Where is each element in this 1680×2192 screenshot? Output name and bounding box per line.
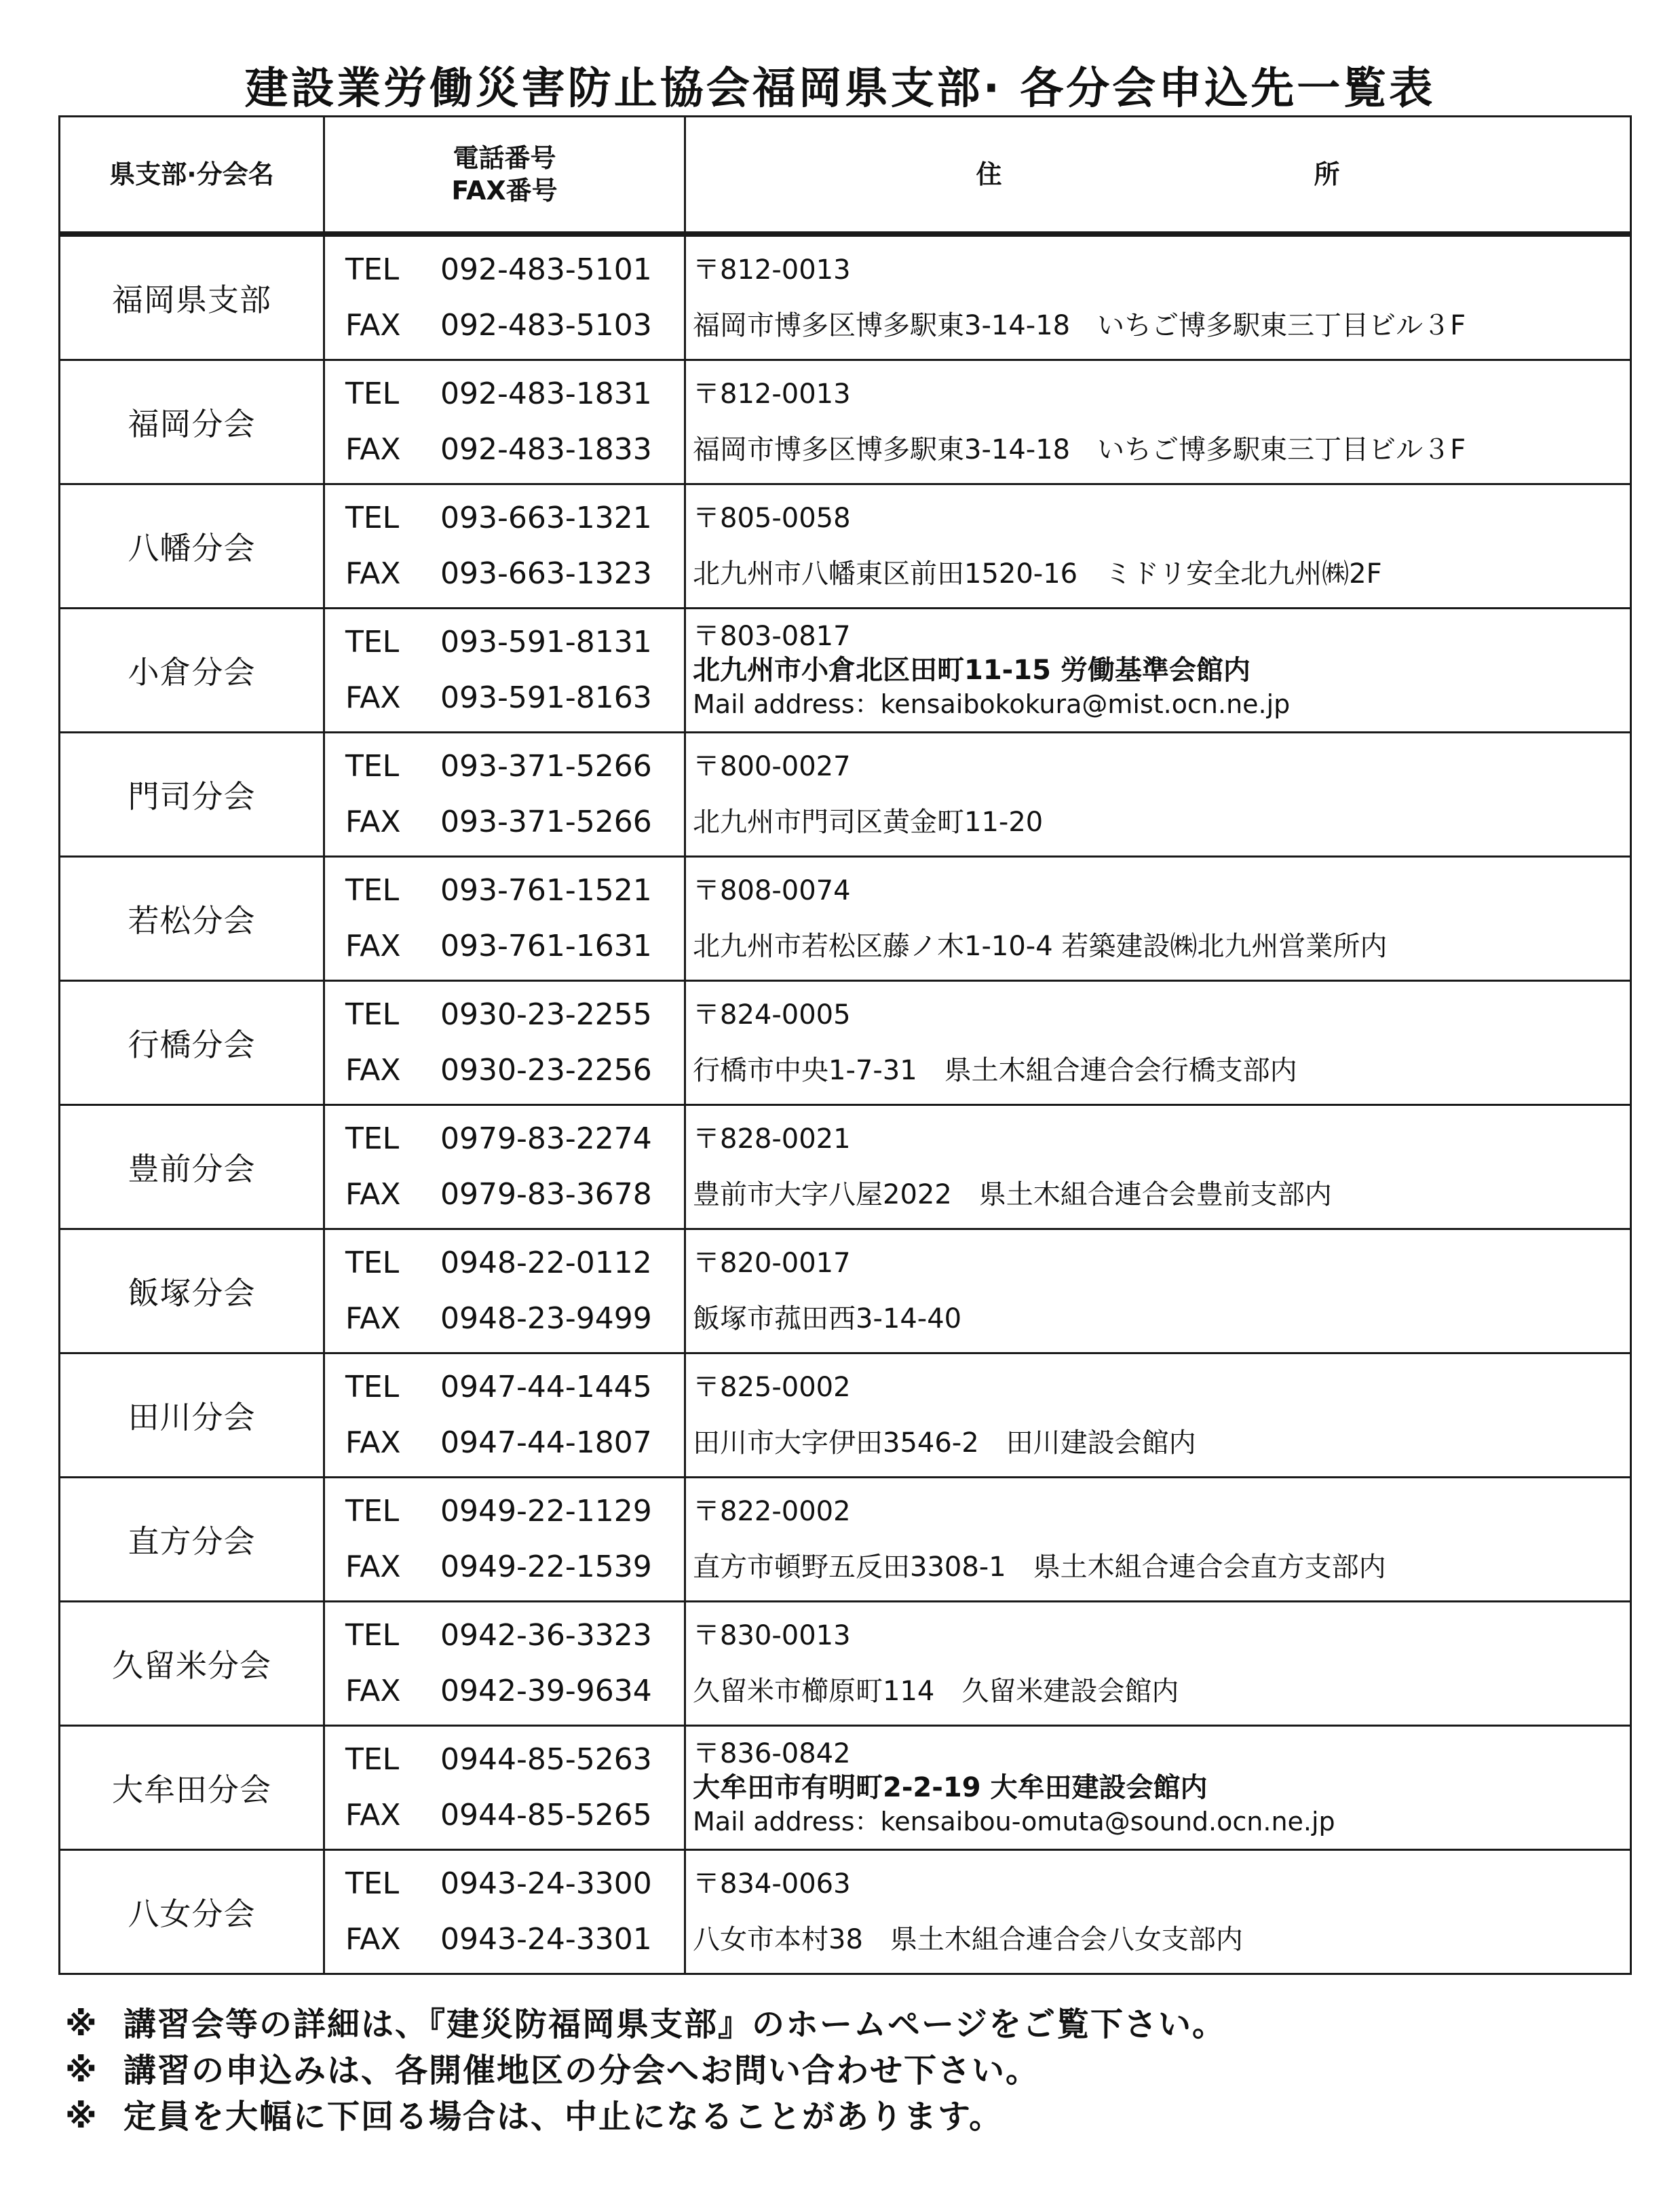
- fax-label: FAX: [345, 1425, 401, 1460]
- address-cell: [685, 733, 1631, 857]
- address-cell: [685, 981, 1631, 1105]
- branch-name: 久留米分会: [60, 1602, 324, 1726]
- tel-line: [345, 242, 684, 298]
- postal-code: 〒812-0013: [693, 254, 851, 286]
- branch-name: 福岡県支部: [60, 234, 324, 360]
- fax-label: FAX: [345, 556, 401, 591]
- street-address: 福岡市博多区博多駅東3-14-18 いちご博多駅東三丁目ビル３F: [693, 434, 1466, 465]
- note-text: 定員を大幅に下回る場合は、中止になることがあります。: [123, 2098, 1004, 2136]
- address-cell: [685, 1602, 1631, 1726]
- header-phone-line2: FAX番号: [451, 176, 558, 206]
- branch-name: 飯塚分会: [60, 1229, 324, 1353]
- tel-number: 093-663-1321: [440, 501, 652, 535]
- table-row: [60, 1850, 1631, 1974]
- table-row: [60, 1726, 1631, 1850]
- tel-label: TEL: [345, 252, 400, 287]
- fax-number: 093-371-5266: [440, 805, 652, 839]
- tel-number: 0949-22-1129: [440, 1494, 652, 1528]
- tel-line: [345, 1732, 684, 1788]
- fax-line: [345, 1043, 684, 1098]
- header-branch: 県支部·分会名: [60, 117, 324, 235]
- mail-address: Mail address：kensaibou-omuta@sound.ocn.ne.jp: [693, 1807, 1335, 1837]
- tel-label: TEL: [345, 1121, 400, 1156]
- branch-name: 福岡分会: [60, 360, 324, 484]
- branch-name: 大牟田分会: [60, 1726, 324, 1850]
- street-address: 田川市大字伊田3546-2 田川建設会館内: [693, 1427, 1196, 1459]
- fax-number: 0948-23-9499: [440, 1301, 652, 1336]
- fax-number: 093-663-1323: [440, 556, 652, 591]
- tel-line: [345, 615, 684, 670]
- tel-number: 0943-24-3300: [440, 1866, 652, 1901]
- address-cell: [685, 1105, 1631, 1229]
- fax-number: 0944-85-5265: [440, 1798, 652, 1832]
- tel-number: 092-483-1831: [440, 377, 652, 411]
- street-address: 北九州市門司区黄金町11-20: [693, 807, 1044, 838]
- tel-line: [345, 1360, 684, 1415]
- fax-line: [345, 1788, 684, 1843]
- header-address-right: 所: [1314, 159, 1340, 189]
- phone-cell: [324, 981, 685, 1105]
- fax-label: FAX: [345, 1798, 401, 1832]
- street-address: 北九州市若松区藤ノ木1-10-4 若築建設㈱北九州営業所内: [693, 931, 1388, 962]
- tel-label: TEL: [345, 873, 400, 908]
- street-address: 北九州市八幡東区前田1520-16 ミドリ安全北九州㈱2F: [693, 558, 1382, 590]
- fax-label: FAX: [345, 805, 401, 839]
- phone-cell: [324, 1726, 685, 1850]
- fax-number: 0949-22-1539: [440, 1550, 652, 1584]
- notes: [65, 2001, 1626, 2140]
- postal-code: 〒800-0027: [693, 751, 851, 782]
- note-line: [65, 2047, 1626, 2094]
- postal-code: 〒803-0817: [693, 621, 851, 652]
- tel-label: TEL: [345, 625, 400, 659]
- fax-line: [345, 1415, 684, 1471]
- fax-line: [345, 1912, 684, 1967]
- tel-label: TEL: [345, 1494, 400, 1528]
- street-address: 北九州市小倉北区田町11-15 労働基準会館内: [693, 655, 1251, 686]
- postal-code: 〒830-0013: [693, 1620, 851, 1651]
- tel-number: 0948-22-0112: [440, 1246, 652, 1280]
- table-row: [60, 1229, 1631, 1353]
- postal-code: 〒828-0021: [693, 1123, 851, 1155]
- page-title: 建設業労働災害防止協会福岡県支部· 各分会申込先一覧表: [244, 64, 1436, 114]
- fax-label: FAX: [345, 1550, 401, 1584]
- street-address: 八女市本村38 県土木組合連合会八女支部内: [693, 1924, 1243, 1955]
- postal-code: 〒805-0058: [693, 503, 851, 534]
- header-address-left: 住: [976, 159, 1002, 189]
- tel-number: 093-591-8131: [440, 625, 652, 659]
- branch-name: 直方分会: [60, 1478, 324, 1602]
- tel-label: TEL: [345, 749, 400, 784]
- note-mark: ※: [65, 2098, 98, 2136]
- tel-label: TEL: [345, 1370, 400, 1404]
- postal-code: 〒820-0017: [693, 1248, 851, 1279]
- branch-name: 門司分会: [60, 733, 324, 857]
- tel-number: 0930-23-2255: [440, 997, 652, 1032]
- fax-number: 092-483-1833: [440, 432, 652, 467]
- table-row: [60, 234, 1631, 360]
- tel-label: TEL: [345, 1246, 400, 1280]
- fax-number: 092-483-5103: [440, 308, 652, 343]
- street-address: 直方市頓野五反田3308-1 県土木組合連合会直方支部内: [693, 1552, 1386, 1583]
- table-row: [60, 360, 1631, 484]
- fax-number: 093-761-1631: [440, 929, 652, 963]
- tel-label: TEL: [345, 1618, 400, 1653]
- fax-line: [345, 794, 684, 850]
- fax-line: [345, 1167, 684, 1223]
- fax-label: FAX: [345, 432, 401, 467]
- phone-cell: [324, 1850, 685, 1974]
- branch-name: 田川分会: [60, 1353, 324, 1478]
- table-row: [60, 981, 1631, 1105]
- address-cell: [685, 360, 1631, 484]
- address-cell: [685, 484, 1631, 609]
- header-address: [685, 117, 1631, 235]
- fax-label: FAX: [345, 1301, 401, 1336]
- tel-number: 093-761-1521: [440, 873, 652, 908]
- table-row: [60, 1105, 1631, 1229]
- phone-cell: [324, 1229, 685, 1353]
- phone-cell: [324, 484, 685, 609]
- fax-number: 093-591-8163: [440, 680, 652, 715]
- fax-line: [345, 422, 684, 478]
- table-row: [60, 733, 1631, 857]
- branch-name: 八女分会: [60, 1850, 324, 1974]
- tel-label: TEL: [345, 377, 400, 411]
- phone-cell: [324, 1353, 685, 1478]
- address-cell: [685, 857, 1631, 981]
- table-row: [60, 609, 1631, 733]
- tel-label: TEL: [345, 1742, 400, 1777]
- phone-cell: [324, 1478, 685, 1602]
- fax-line: [345, 546, 684, 602]
- table-header-row: [60, 117, 1631, 235]
- tel-line: [345, 739, 684, 794]
- street-address: 行橋市中央1-7-31 県土木組合連合会行橋支部内: [693, 1055, 1297, 1086]
- tel-line: [345, 491, 684, 546]
- fax-label: FAX: [345, 680, 401, 715]
- postal-code: 〒834-0063: [693, 1868, 851, 1900]
- table-row: [60, 857, 1631, 981]
- tel-line: [345, 366, 684, 422]
- fax-number: 0943-24-3301: [440, 1922, 652, 1957]
- address-cell: [685, 1353, 1631, 1478]
- phone-cell: [324, 609, 685, 733]
- address-cell: [685, 1726, 1631, 1850]
- table-row: [60, 1353, 1631, 1478]
- postal-code: 〒808-0074: [693, 875, 851, 906]
- tel-line: [345, 863, 684, 919]
- table-body: [60, 234, 1631, 1974]
- postal-code: 〒824-0005: [693, 999, 851, 1031]
- note-line: [65, 2001, 1626, 2047]
- street-address: 久留米市櫛原町114 久留米建設会館内: [693, 1676, 1179, 1707]
- fax-line: [345, 1291, 684, 1347]
- phone-cell: [324, 733, 685, 857]
- postal-code: 〒812-0013: [693, 379, 851, 410]
- tel-number: 092-483-5101: [440, 252, 652, 287]
- phone-cell: [324, 360, 685, 484]
- tel-number: 0944-85-5263: [440, 1742, 652, 1777]
- tel-number: 0942-36-3323: [440, 1618, 652, 1653]
- mail-address: Mail address：kensaibokokura@mist.ocn.ne.jp: [693, 689, 1291, 719]
- branch-contact-table: [58, 115, 1632, 1975]
- note-mark: ※: [65, 2052, 98, 2090]
- branch-name: 若松分会: [60, 857, 324, 981]
- tel-label: TEL: [345, 997, 400, 1032]
- fax-line: [345, 1664, 684, 1719]
- fax-number: 0979-83-3678: [440, 1177, 652, 1212]
- branch-name: 豊前分会: [60, 1105, 324, 1229]
- table-row: [60, 1478, 1631, 1602]
- branch-name: 小倉分会: [60, 609, 324, 733]
- fax-label: FAX: [345, 1053, 401, 1088]
- postal-code: 〒825-0002: [693, 1372, 851, 1403]
- note-mark: ※: [65, 2005, 98, 2043]
- header-phone-line1: 電話番号: [453, 143, 556, 173]
- branch-name: 八幡分会: [60, 484, 324, 609]
- fax-label: FAX: [345, 1674, 401, 1708]
- tel-number: 093-371-5266: [440, 749, 652, 784]
- postal-code: 〒822-0002: [693, 1496, 851, 1527]
- fax-label: FAX: [345, 1922, 401, 1957]
- tel-line: [345, 1484, 684, 1539]
- tel-line: [345, 1111, 684, 1167]
- address-cell: [685, 1850, 1631, 1974]
- fax-number: 0930-23-2256: [440, 1053, 652, 1088]
- phone-cell: [324, 1602, 685, 1726]
- note-text: 講習の申込みは、各開催地区の分会へお問い合わせ下さい。: [123, 2052, 1040, 2090]
- address-cell: [685, 609, 1631, 733]
- fax-label: FAX: [345, 929, 401, 963]
- address-cell: [685, 1229, 1631, 1353]
- fax-number: 0947-44-1807: [440, 1425, 652, 1460]
- tel-line: [345, 1608, 684, 1664]
- table-row: [60, 484, 1631, 609]
- street-address: 飯塚市菰田西3-14-40: [693, 1303, 962, 1334]
- tel-number: 0947-44-1445: [440, 1370, 652, 1404]
- note-text: 講習会等の詳細は、『建災防福岡県支部』のホームページをご覧下さい。: [123, 2005, 1227, 2043]
- tel-line: [345, 987, 684, 1043]
- street-address: 豊前市大字八屋2022 県土木組合連合会豊前支部内: [693, 1179, 1332, 1210]
- street-address: 大牟田市有明町2-2-19 大牟田建設会館内: [693, 1772, 1208, 1803]
- address-cell: [685, 1478, 1631, 1602]
- fax-line: [345, 298, 684, 353]
- phone-cell: [324, 234, 685, 360]
- tel-label: TEL: [345, 501, 400, 535]
- fax-line: [345, 1539, 684, 1595]
- phone-cell: [324, 1105, 685, 1229]
- fax-number: 0942-39-9634: [440, 1674, 652, 1708]
- address-cell: [685, 234, 1631, 360]
- fax-line: [345, 919, 684, 974]
- header-phone: [324, 117, 685, 235]
- postal-code: 〒836-0842: [693, 1738, 851, 1769]
- fax-line: [345, 670, 684, 726]
- tel-line: [345, 1235, 684, 1291]
- note-line: [65, 2094, 1626, 2140]
- tel-number: 0979-83-2274: [440, 1121, 652, 1156]
- branch-name: 行橋分会: [60, 981, 324, 1105]
- tel-label: TEL: [345, 1866, 400, 1901]
- street-address: 福岡市博多区博多駅東3-14-18 いちご博多駅東三丁目ビル３F: [693, 310, 1466, 341]
- fax-label: FAX: [345, 308, 401, 343]
- tel-line: [345, 1856, 684, 1912]
- phone-cell: [324, 857, 685, 981]
- table-row: [60, 1602, 1631, 1726]
- fax-label: FAX: [345, 1177, 401, 1212]
